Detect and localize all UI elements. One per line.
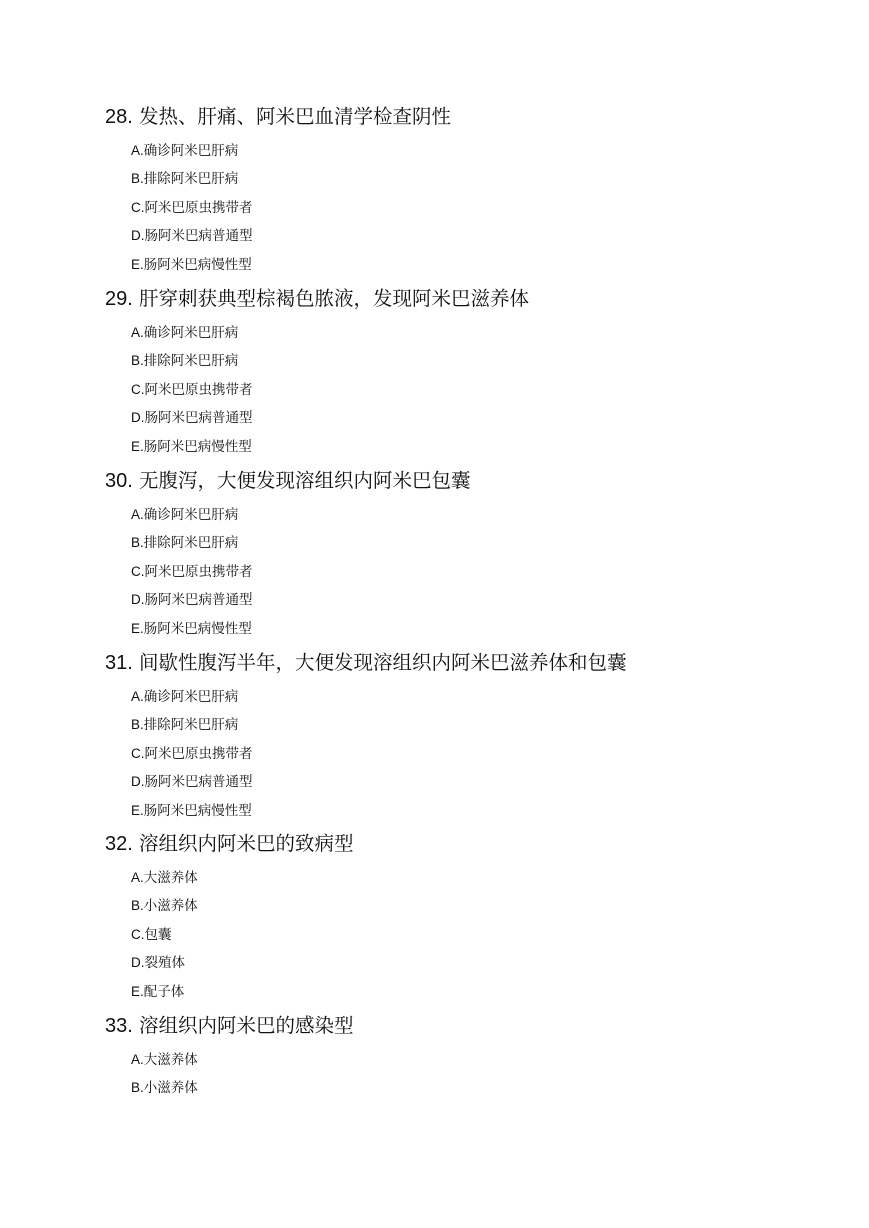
question-31 [105, 647, 825, 829]
option-text: 肠阿米巴病普通型 [144, 592, 253, 609]
option-text: 排除阿米巴肝病 [143, 535, 239, 552]
option-b [131, 896, 825, 924]
question-text: 发热、肝痛、阿米巴血清学检查阴性 [139, 105, 452, 128]
option-text: 确诊阿米巴肝病 [143, 325, 239, 341]
question-number: 28. [105, 106, 133, 128]
option-letter: C. [131, 381, 145, 397]
question-text: 间歇性腹泻半年，大便发现溶组织内阿米巴滋养体和包囊 [139, 651, 627, 674]
option-list [105, 323, 825, 465]
option-a [131, 1050, 825, 1078]
option-text: 大滋养体 [143, 870, 198, 886]
option-letter: D. [131, 774, 145, 790]
question-30 [105, 465, 825, 647]
option-letter: B. [131, 171, 144, 187]
option-text: 小滋养体 [143, 1080, 198, 1097]
option-text: 确诊阿米巴肝病 [143, 507, 239, 523]
question-title [105, 283, 825, 315]
option-letter: B. [131, 353, 144, 369]
option-letter: E. [131, 983, 144, 999]
option-letter: B. [131, 535, 144, 551]
option-text: 排除阿米巴肝病 [143, 353, 239, 370]
option-d [131, 953, 825, 981]
option-b [131, 351, 825, 379]
option-text: 阿米巴原虫携带者 [144, 563, 253, 580]
option-letter: C. [131, 926, 145, 942]
option-a [131, 687, 825, 715]
option-text: 小滋养体 [143, 898, 198, 915]
option-b [131, 533, 825, 561]
option-letter: A. [131, 507, 144, 522]
option-e [131, 437, 825, 465]
option-text: 配子体 [143, 983, 185, 1000]
option-list [105, 868, 825, 1010]
option-d [131, 226, 825, 254]
question-title [105, 647, 825, 679]
option-letter: B. [131, 898, 144, 914]
option-text: 裂殖体 [144, 955, 185, 972]
option-c [131, 744, 825, 772]
option-text: 肠阿米巴病普通型 [144, 410, 253, 427]
option-c [131, 198, 825, 226]
option-text: 肠阿米巴病慢性型 [143, 256, 252, 273]
question-title [105, 828, 825, 860]
question-number: 31. [105, 652, 133, 674]
option-d [131, 772, 825, 800]
option-text: 肠阿米巴病普通型 [144, 228, 253, 245]
option-list [105, 505, 825, 647]
option-e [131, 801, 825, 829]
option-letter: A. [131, 689, 144, 704]
option-letter: D. [131, 592, 145, 608]
option-letter: E. [131, 802, 144, 818]
option-a [131, 323, 825, 351]
option-list [105, 687, 825, 829]
option-text: 确诊阿米巴肝病 [143, 143, 239, 159]
question-text: 肝穿刺获典型棕褐色脓液，发现阿米巴滋养体 [139, 287, 530, 310]
question-29 [105, 283, 825, 465]
option-letter: E. [131, 256, 144, 272]
question-text: 无腹泻，大便发现溶组织内阿米巴包囊 [139, 469, 471, 492]
option-letter: B. [131, 717, 144, 733]
option-letter: E. [131, 438, 144, 454]
option-letter: A. [131, 325, 144, 340]
option-text: 阿米巴原虫携带者 [144, 745, 253, 762]
option-b [131, 1078, 825, 1106]
question-title [105, 1010, 825, 1042]
option-letter: C. [131, 563, 145, 579]
option-text: 包囊 [144, 926, 172, 943]
option-letter: A. [131, 143, 144, 158]
option-d [131, 590, 825, 618]
option-text: 阿米巴原虫携带者 [144, 381, 253, 398]
option-c [131, 380, 825, 408]
option-list [105, 141, 825, 283]
option-letter: C. [131, 199, 145, 215]
question-number: 33. [105, 1015, 133, 1037]
option-letter: C. [131, 745, 145, 761]
question-text: 溶组织内阿米巴的感染型 [139, 1014, 354, 1037]
option-text: 阿米巴原虫携带者 [144, 199, 253, 216]
option-e [131, 982, 825, 1010]
option-d [131, 408, 825, 436]
option-text: 排除阿米巴肝病 [143, 717, 239, 734]
option-text: 排除阿米巴肝病 [143, 171, 239, 188]
option-text: 确诊阿米巴肝病 [143, 689, 239, 705]
option-list [105, 1050, 825, 1107]
option-letter: D. [131, 228, 145, 244]
option-letter: A. [131, 1052, 144, 1067]
option-letter: D. [131, 955, 145, 971]
question-number: 32. [105, 833, 133, 855]
option-letter: E. [131, 620, 144, 636]
option-text: 大滋养体 [143, 1052, 198, 1068]
option-text: 肠阿米巴病慢性型 [143, 802, 252, 819]
option-c [131, 562, 825, 590]
question-32 [105, 828, 825, 1010]
option-letter: D. [131, 410, 145, 426]
option-letter: A. [131, 870, 144, 885]
option-b [131, 169, 825, 197]
question-number: 29. [105, 288, 133, 310]
question-33 [105, 1010, 825, 1107]
question-text: 溶组织内阿米巴的致病型 [139, 832, 354, 855]
question-28 [105, 101, 825, 283]
option-a [131, 505, 825, 533]
option-a [131, 141, 825, 169]
option-c [131, 925, 825, 953]
question-title [105, 101, 825, 133]
option-e [131, 255, 825, 283]
option-text: 肠阿米巴病慢性型 [143, 620, 252, 637]
option-text: 肠阿米巴病慢性型 [143, 438, 252, 455]
question-title [105, 465, 825, 497]
option-a [131, 868, 825, 896]
option-e [131, 619, 825, 647]
option-text: 肠阿米巴病普通型 [144, 774, 253, 791]
option-letter: B. [131, 1080, 144, 1096]
question-number: 30. [105, 470, 133, 492]
option-b [131, 715, 825, 743]
